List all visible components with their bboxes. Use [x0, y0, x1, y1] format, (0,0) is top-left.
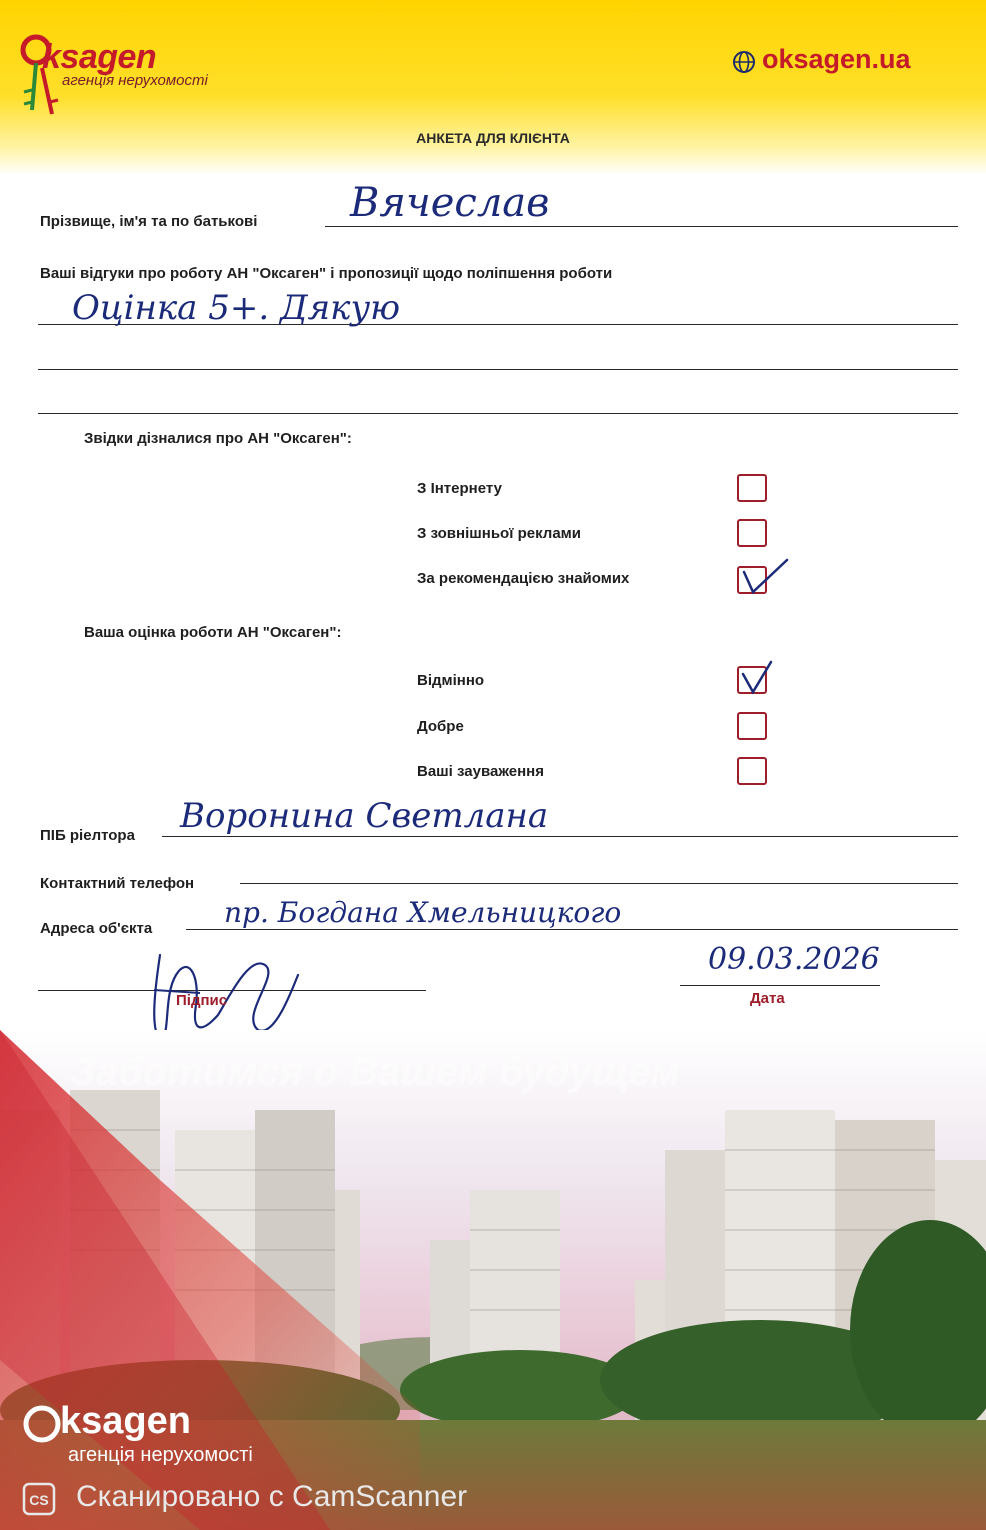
website-link[interactable]: oksagen.ua — [762, 44, 911, 74]
rating-option-good-checkbox[interactable] — [737, 712, 767, 740]
rating-option-excellent-label: Відмінно — [417, 672, 485, 689]
date-line — [680, 985, 880, 986]
rating-option-good-label: Добре — [417, 718, 464, 735]
feedback-label: Ваші відгуки про роботу АН "Оксаген" і пропозиції щодо поліпшення роботи — [40, 265, 613, 282]
realtor-line — [162, 836, 958, 837]
form-title: АНКЕТА ДЛЯ КЛІЄНТА — [416, 130, 570, 146]
source-option-internet-checkbox[interactable] — [737, 474, 767, 502]
brand-name: ksagen — [42, 38, 157, 76]
checkmark-icon — [741, 658, 781, 698]
feedback-field[interactable]: Оцінка 5+. Дякую — [72, 288, 401, 328]
rating-option-remarks-checkbox[interactable] — [737, 757, 767, 785]
rating-option-remarks-label: Ваші зауваження — [417, 763, 544, 780]
signature-label: Підпис — [176, 992, 228, 1009]
address-field[interactable]: пр. Богдана Хмельницкого — [224, 896, 622, 929]
source-option-internet-label: З Інтернету — [417, 480, 502, 497]
address-line — [186, 929, 958, 930]
source-label: Звідки дізналися про АН "Оксаген": — [84, 430, 352, 447]
address-label: Адреса об'єкта — [40, 920, 153, 937]
checkmark-icon — [741, 558, 791, 598]
rating-label: Ваша оцінка роботи АН "Оксаген": — [84, 624, 342, 641]
full-name-field[interactable]: Вячеслав — [350, 180, 550, 226]
footer-brand-name: ksagen — [60, 1400, 191, 1442]
full-name-label: Прізвище, ім'я та по батькові — [40, 213, 258, 230]
footer-slogan: Заботимся о Вашем будущем — [70, 1050, 681, 1094]
brand-subtitle: агенція нерухомості — [62, 72, 208, 89]
camscanner-icon — [22, 1482, 56, 1516]
realtor-label: ПІБ ріелтора — [40, 827, 135, 844]
phone-line — [240, 883, 958, 884]
realtor-field[interactable]: Воронина Светлана — [180, 796, 549, 836]
rating-option-excellent-checkbox[interactable] — [737, 666, 767, 694]
footer-brand-subtitle: агенція нерухомості — [68, 1444, 253, 1466]
scanner-text: Сканировано с CamScanner — [76, 1480, 468, 1513]
source-option-ads-checkbox[interactable] — [737, 519, 767, 547]
source-option-referral-checkbox[interactable] — [737, 566, 767, 594]
phone-label: Контактний телефон — [40, 875, 195, 892]
feedback-line-3 — [38, 413, 958, 414]
full-name-line — [325, 226, 958, 227]
date-field[interactable]: 09.03.2026 — [708, 942, 880, 977]
source-option-referral-label: За рекомендацією знайомих — [417, 570, 630, 587]
svg-text:CS: CS — [29, 1492, 49, 1508]
company-logo — [18, 30, 238, 130]
feedback-line-2 — [38, 369, 958, 370]
globe-icon — [732, 50, 756, 74]
source-option-ads-label: З зовнішньої реклами — [417, 525, 581, 542]
date-label: Дата — [750, 990, 785, 1007]
